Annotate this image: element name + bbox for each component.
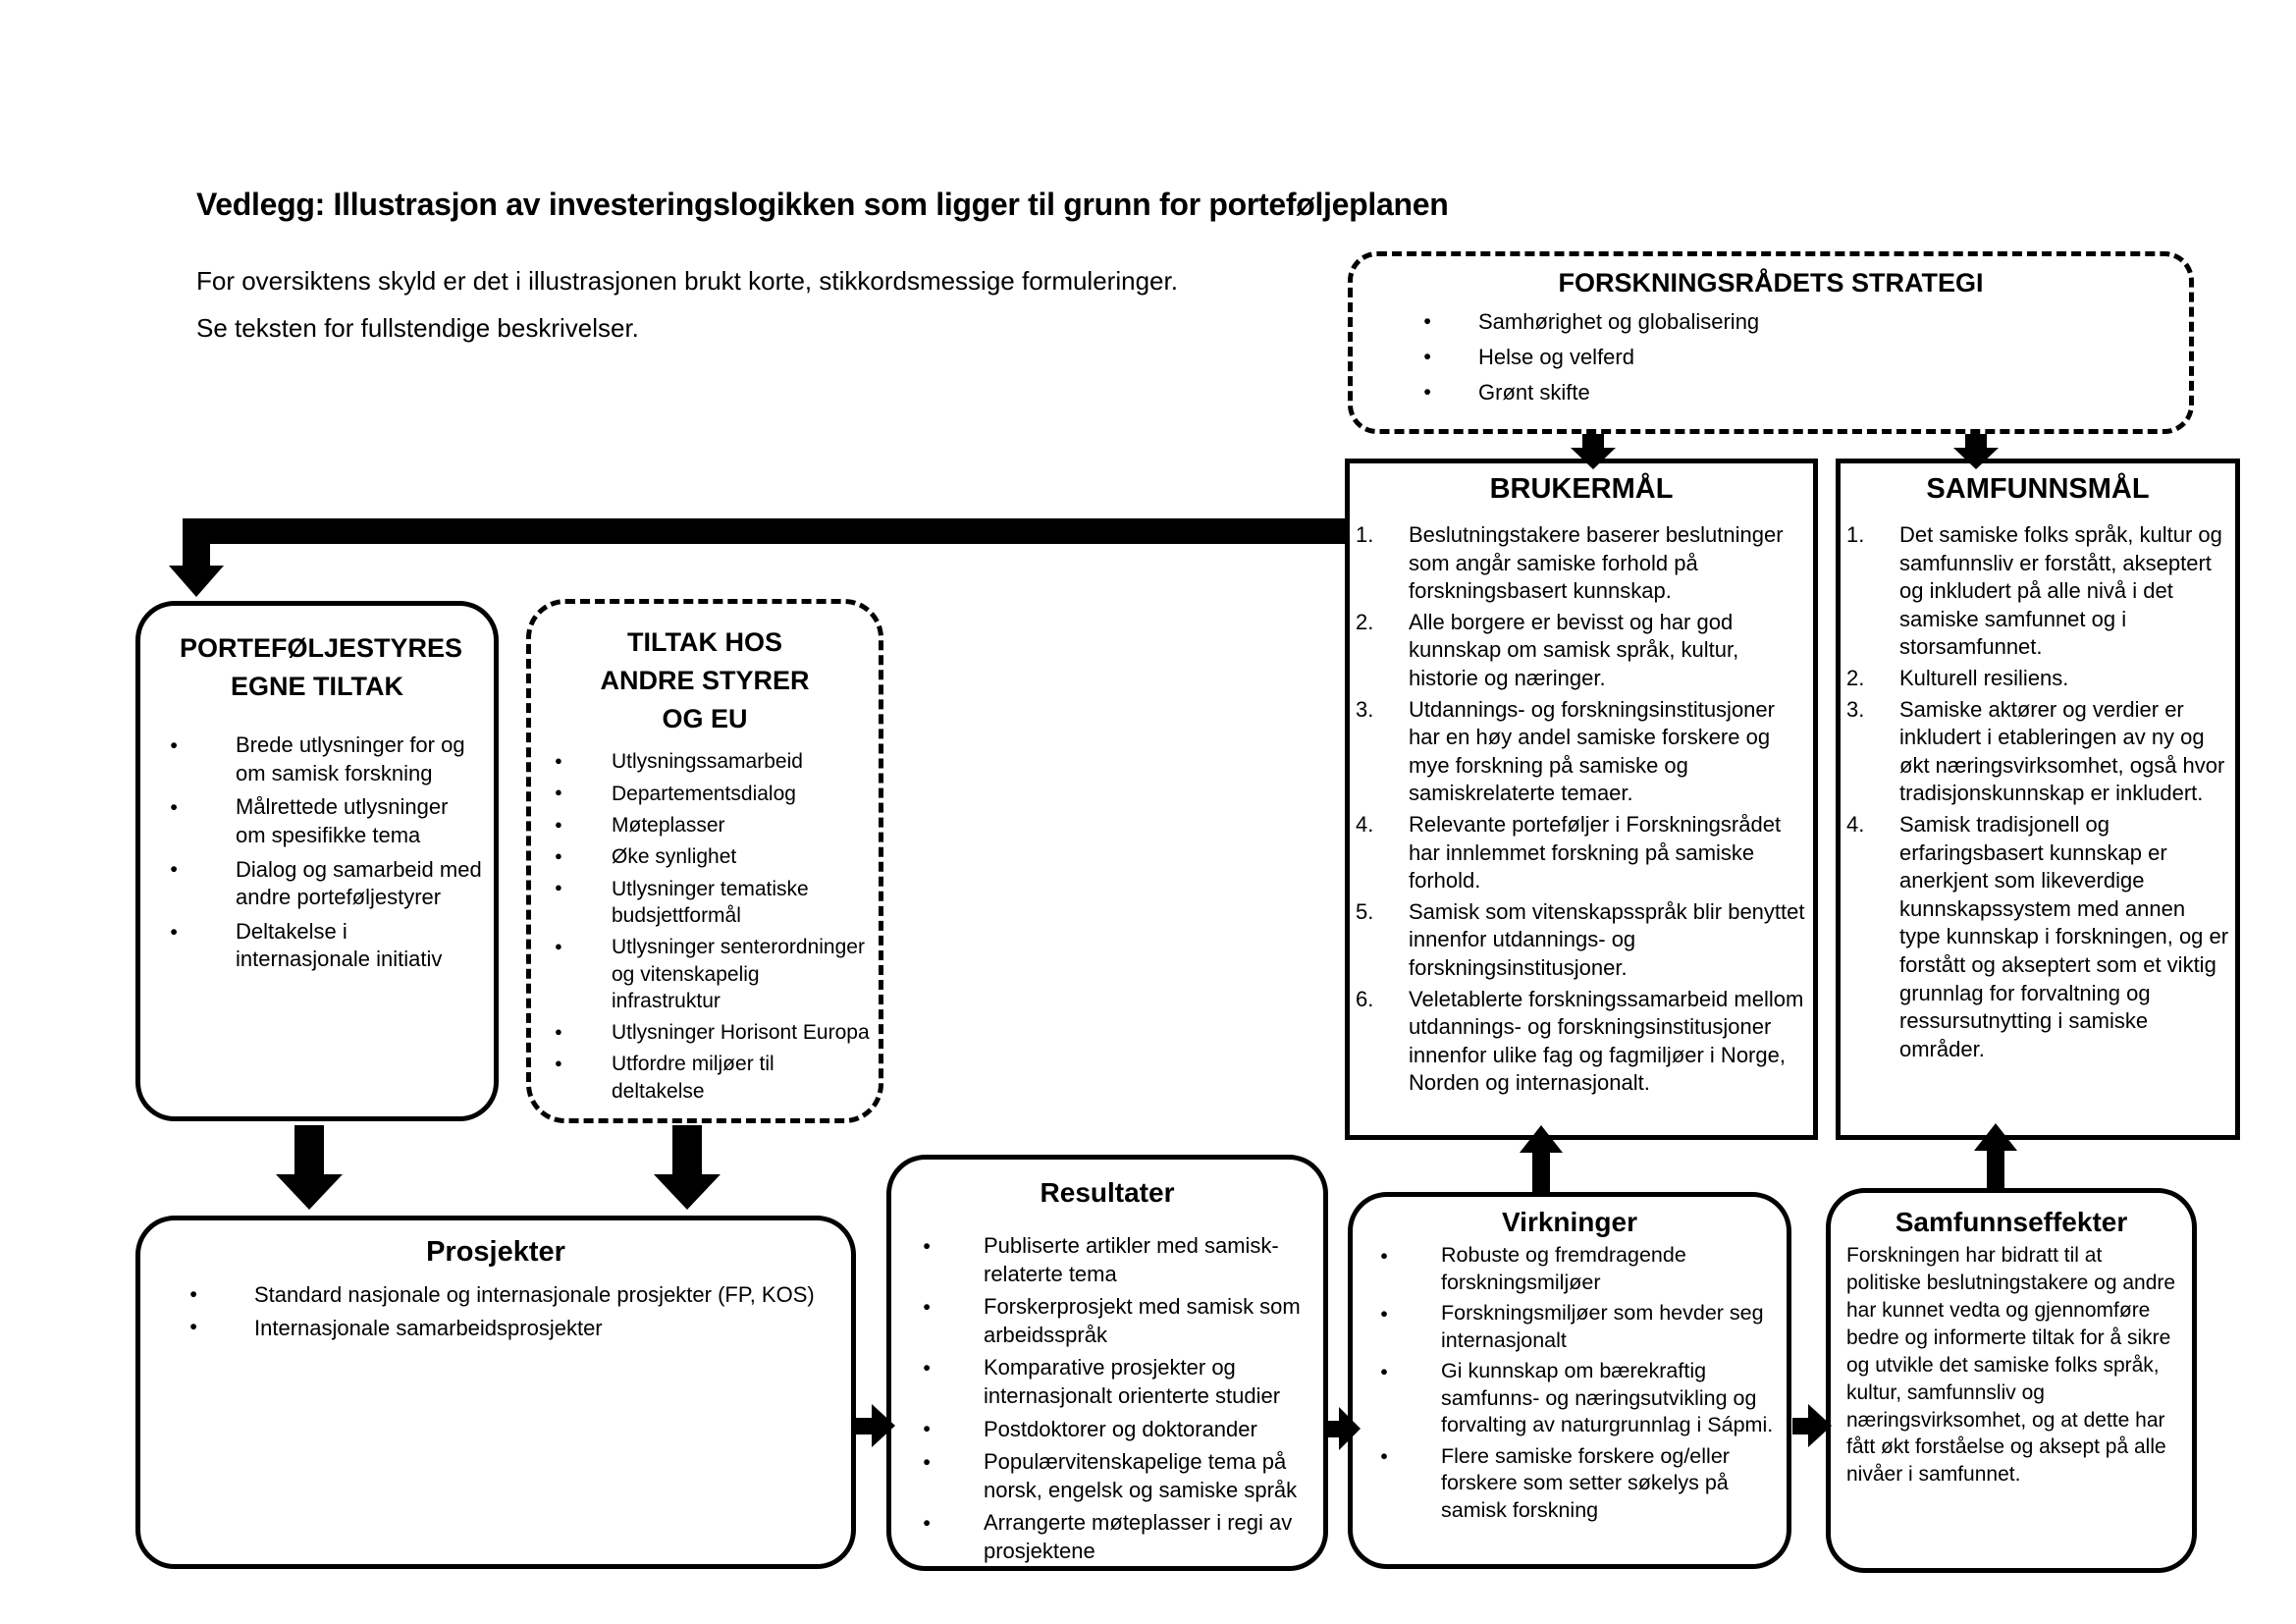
list-item: ● Standard nasjonale og internasjonale prosjekter (FP, KOS) xyxy=(140,1280,845,1310)
list-item: Kulturell resiliens. xyxy=(1899,665,2069,690)
virkninger-title: Virkninger xyxy=(1502,1207,1637,1237)
list-item: ● Helse og velferd xyxy=(1353,342,2183,372)
list-item: ● Publiserte artikler med samisk-relaterte tema xyxy=(891,1232,1317,1288)
resultater-list xyxy=(891,1232,1323,1566)
tiltak-andre-box xyxy=(526,599,883,1123)
brukermal-box xyxy=(1345,459,1818,1140)
page-title: Vedlegg: Illustrasjon av investeringslogikken som ligger til grunn for porteføljeplanen xyxy=(196,187,1449,222)
samfunnseffekter-body: Forskningen har bidratt til at politiske beslutningstakere og andre har kunnet vedta og gjennomføre bedre og informerte tiltak for å sikre og utvikle det samiske folks språk, kultur, samfunnsliv og næringsvirksomhet, og at dette har fått økt forståelse og aksept på alle nivåer i samfunnet. xyxy=(1846,1244,2176,1487)
list-item: ● Flere samiske forskere og/eller forskere som setter søkelys på samisk forskning xyxy=(1353,1443,1781,1525)
list-item: ● Øke synlighet xyxy=(531,843,873,870)
list-item: Veletablerte forskningssamarbeid mellom utdannings- og forskningsinstitusjoner innenfor ulike fag og fagmiljøer i Norge, Norden og internasjonalt. xyxy=(1409,986,1804,1096)
list-item: Samisk tradisjonell og erfaringsbasert kunnskap er anerkjent som likeverdige kunnskapssystem med annen type kunnskap i forskningen, og er forstått og akseptert som et viktig grunnlag for forvaltning og ressursutnytting i samiske områder. xyxy=(1899,811,2229,1061)
virkninger-list xyxy=(1353,1242,1787,1524)
list-item: ● Samhørighet og globalisering xyxy=(1353,306,2183,337)
list-item: Beslutningstakere baserer beslutninger som angår samiske forhold på forskningsbasert kunnskap. xyxy=(1409,522,1784,604)
strategi-list xyxy=(1353,306,2189,408)
resultater-title: Resultater xyxy=(1040,1177,1175,1208)
virkninger-box xyxy=(1348,1192,1791,1569)
list-item: ● Gi kunnskap om bærekraftig samfunns- og næringsutvikling og forvalting av naturgrunnlag i Sápmi. xyxy=(1353,1358,1781,1439)
list-item: ● Postdoktorer og doktorander xyxy=(891,1416,1317,1444)
list-item: ● Grønt skifte xyxy=(1353,377,2183,407)
prosjekter-box xyxy=(135,1216,856,1569)
list-item: ● Dialog og samarbeid med andre porteføljestyrer xyxy=(140,856,488,912)
list-item: ● Utlysninger tematiske budsjettformål xyxy=(531,876,873,930)
brukermal-title: BRUKERMÅL xyxy=(1489,473,1674,505)
list-item: ● Forskningsmiljøer som hevder seg internasjonalt xyxy=(1353,1300,1781,1354)
page-subtitle xyxy=(196,257,1178,352)
list-item: ● Målrettede utlysninger om spesifikke tema xyxy=(140,793,488,849)
list-item: ● Møteplasser xyxy=(531,812,873,839)
list-item: ● Brede utlysninger for og om samisk forskning xyxy=(140,731,488,787)
list-item: Samisk som vitenskapsspråk blir benyttet innenfor utdannings- og forskningsinstitusjoner. xyxy=(1409,898,1805,980)
list-item: Relevante porteføljer i Forskningsrådet har innlemmet forskning på samiske forhold. xyxy=(1409,811,1782,893)
subtitle-line-1: For oversiktens skyld er det i illustrasjonen brukt korte, stikkordsmessige formuleringer. xyxy=(196,266,1178,296)
list-item: ● Utlysninger senterordninger og vitenskapelig infrastruktur xyxy=(531,934,873,1014)
portefoljestyres-box xyxy=(135,601,499,1121)
list-item: ● Utlysninger Horisont Europa xyxy=(531,1019,873,1046)
list-item: Alle borgere er bevisst og har god kunnskap om samisk språk, kultur, historie og næringer. xyxy=(1409,609,1739,690)
tiltak-andre-list xyxy=(531,748,879,1105)
list-item: ● Utlysningssamarbeid xyxy=(531,748,873,775)
strategi-box xyxy=(1348,251,2194,434)
list-item: ● Forskerprosjekt med samisk som arbeidsspråk xyxy=(891,1293,1317,1349)
samfunnsmal-box xyxy=(1836,459,2240,1140)
samfunnsmal-list xyxy=(1841,521,2235,1063)
samfunnseffekter-box xyxy=(1826,1188,2197,1573)
list-item: ● Komparative prosjekter og internasjonalt orienterte studier xyxy=(891,1354,1317,1410)
subtitle-line-2: Se teksten for fullstendige beskrivelser. xyxy=(196,313,639,344)
list-item: Det samiske folks språk, kultur og samfunnsliv er forstått, akseptert og inkludert på alle nivå i det samiske samfunnet og i storsamfunnet. xyxy=(1899,522,2222,660)
list-item: ● Internasjonale samarbeidsprosjekter xyxy=(140,1314,845,1343)
samfunnseffekter-title: Samfunnseffekter xyxy=(1895,1207,2128,1237)
portefoljestyres-list xyxy=(140,731,494,974)
list-item: Utdannings- og forskningsinstitusjoner har en høy andel samiske forskere og mye forskning på samiske og samiskrelaterte temaer. xyxy=(1409,696,1775,806)
list-item: ● Robuste og fremdragende forskningsmiljøer xyxy=(1353,1242,1781,1296)
resultater-box xyxy=(886,1155,1328,1571)
prosjekter-list xyxy=(140,1280,851,1342)
prosjekter-title: Prosjekter xyxy=(426,1236,565,1268)
portefoljestyres-title: PORTEFØLJESTYRES EGNE TILTAK xyxy=(180,633,463,702)
tiltak-andre-title: TILTAK HOS ANDRE STYRER OG EU xyxy=(600,627,810,734)
list-item: ● Arrangerte møteplasser i regi av prosjektene xyxy=(891,1509,1317,1565)
list-item: Samiske aktører og verdier er inkludert i etableringen av ny og økt næringsvirksomhet, også hvor tradisjonskunnskap er inkludert. xyxy=(1899,696,2225,806)
samfunnsmal-title: SAMFUNNSMÅL xyxy=(1926,473,2150,505)
list-item: ● Departementsdialog xyxy=(531,781,873,807)
strategi-title: FORSKNINGSRÅDETS STRATEGI xyxy=(1558,268,1984,298)
brukermal-list xyxy=(1350,521,1813,1098)
list-item: ● Deltakelse i internasjonale initiativ xyxy=(140,918,488,974)
list-item: ● Populærvitenskapelige tema på norsk, engelsk og samiske språk xyxy=(891,1448,1317,1504)
list-item: ● Utfordre miljøer til deltakelse xyxy=(531,1051,873,1105)
